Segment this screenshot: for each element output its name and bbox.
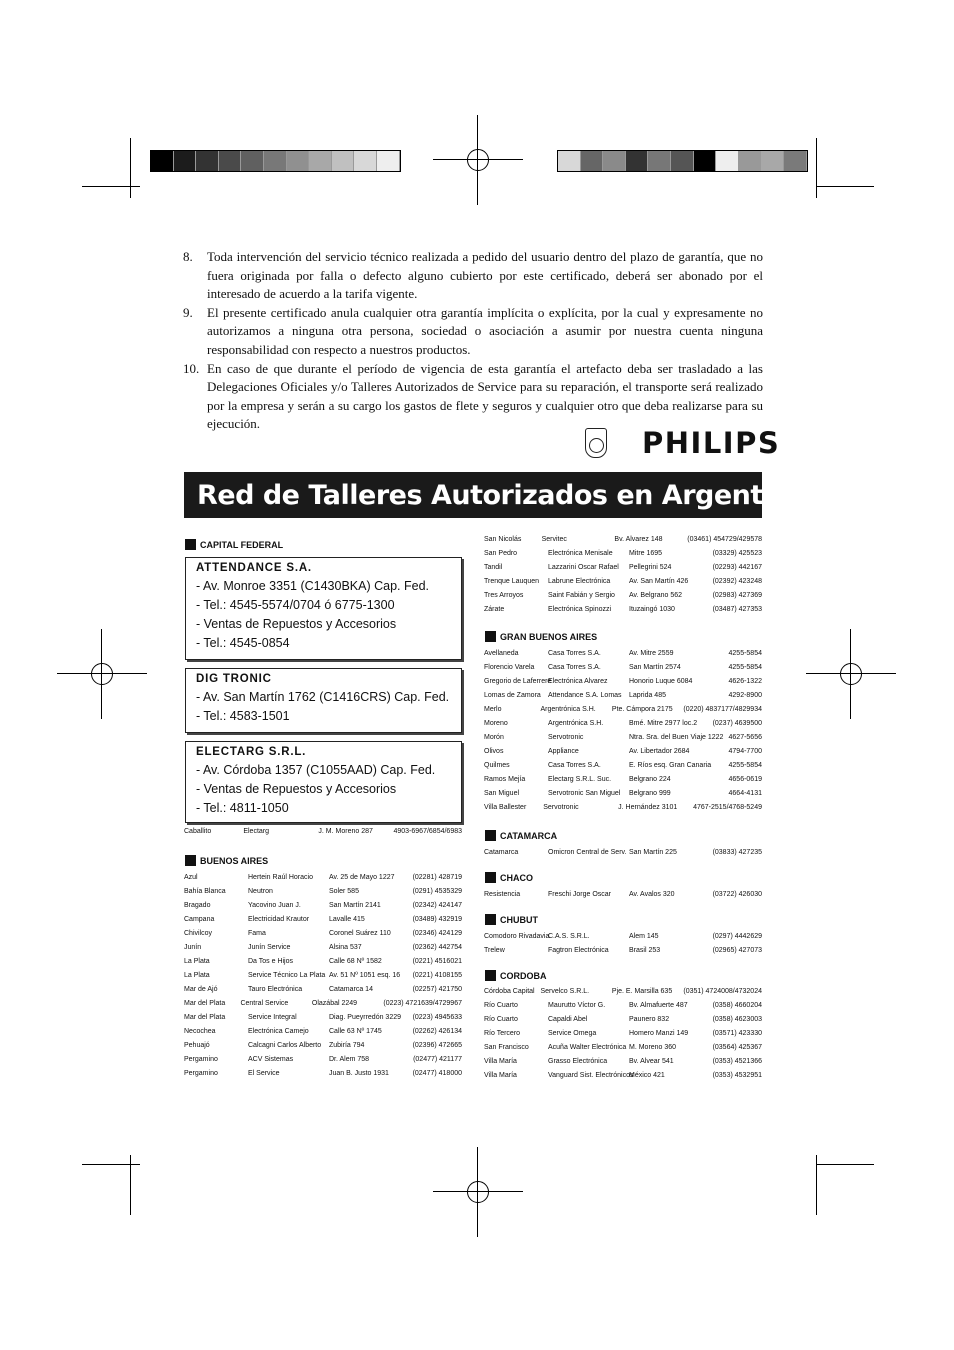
city-cell: Ramos Mejía: [484, 776, 526, 783]
address-cell: J. M. Moreno 287: [318, 828, 373, 835]
table-row: [484, 787, 762, 801]
city-cell: Avellaneda: [484, 650, 519, 657]
address-cell: Calle 68 Nº 1582: [329, 958, 382, 965]
address-cell: Bv. Alvarez 148: [614, 536, 663, 543]
address-cell: Laprida 485: [629, 692, 666, 699]
grayscale-bar-right: [557, 150, 808, 172]
phone-cell: (03571) 423330: [712, 1030, 762, 1037]
phone-cell: (0358) 4623003: [712, 1016, 762, 1023]
workshop-cell: Freschi Jorge Oscar: [548, 891, 612, 898]
city-cell: Tres Arroyos: [484, 592, 524, 599]
address-cell: San Martín 225: [629, 849, 677, 856]
city-cell: Campana: [184, 916, 215, 923]
workshop-cell: Electricidad Krautor: [248, 916, 310, 923]
workshop-cell: Central Service: [240, 1000, 289, 1007]
address-cell: Zubiría 794: [329, 1042, 365, 1049]
phone-cell: 4292-8900: [728, 692, 762, 699]
table-row: [184, 885, 462, 899]
address-cell: Av. Avalos 320: [629, 891, 675, 898]
city-cell: Lomas de Zamora: [484, 692, 541, 699]
section-heading: [185, 855, 268, 866]
phone-cell: (0221) 4516021: [412, 958, 462, 965]
table-row: [484, 745, 762, 759]
city-cell: San Nicolás: [484, 536, 522, 543]
phone-cell: (03722) 426030: [712, 891, 762, 898]
city-cell: Mar del Plata: [184, 1014, 226, 1021]
workshop-table: [484, 888, 762, 902]
workshop-detail: - Av. San Martín 1762 (C1416CRS) Cap. Fed.: [196, 690, 450, 704]
address-cell: Lavalle 415: [329, 916, 365, 923]
address-cell: Dr. Alem 758: [329, 1056, 370, 1063]
address-cell: México 421: [629, 1072, 665, 1079]
address-cell: Bmé. Mitre 2977 loc.2: [629, 720, 698, 727]
term-item: [183, 304, 763, 360]
city-cell: Mar de Ajó: [184, 986, 218, 993]
city-cell: Bahía Blanca: [184, 888, 226, 895]
crop-mark: [816, 186, 874, 187]
phone-cell: (0358) 4660204: [712, 1002, 762, 1009]
phone-cell: (0353) 4521366: [712, 1058, 762, 1065]
workshop-cell: ACV Sistemas: [248, 1056, 294, 1063]
phone-cell: (02983) 427369: [712, 592, 762, 599]
workshop-cell: Casa Torres S.A.: [548, 762, 601, 769]
bullet-square-icon: [185, 539, 196, 550]
crop-mark: [816, 138, 817, 198]
address-cell: Honorio Luque 6084: [629, 678, 693, 685]
workshop-cell: Attendance S.A. Lomas: [548, 692, 622, 699]
workshop-box: [185, 557, 462, 660]
phone-cell: (0237) 4639500: [712, 720, 762, 727]
workshop-cell: Acuña Walter Electrónica: [548, 1044, 627, 1051]
workshop-detail: - Av. Monroe 3351 (C1430BKA) Cap. Fed.: [196, 579, 429, 593]
workshop-cell: Servotronic San Miguel: [548, 790, 621, 797]
address-cell: Bv. Almafuerte 487: [629, 1002, 688, 1009]
table-row: [184, 1011, 462, 1025]
workshop-detail: - Tel.: 4583-1501: [196, 709, 290, 723]
workshop-cell: Tauro Electrónica: [248, 986, 303, 993]
phone-cell: 4255-5854: [728, 664, 762, 671]
bullet-square-icon: [485, 631, 496, 642]
grayscale-bar-left: [150, 150, 401, 172]
section-heading-label: BUENOS AIRES: [200, 855, 269, 866]
city-cell: Villa Ballester: [484, 804, 527, 811]
city-cell: Trelew: [484, 947, 505, 954]
workshop-cell: Appliance: [548, 748, 579, 755]
workshop-detail: - Av. Córdoba 1357 (C1055AAD) Cap. Fed.: [196, 763, 436, 777]
table-row: [184, 955, 462, 969]
city-cell: Azul: [184, 874, 198, 881]
workshop-table: [484, 929, 762, 957]
phone-cell: (03461) 454729/429578: [687, 536, 763, 543]
table-row: [484, 1041, 762, 1055]
phone-cell: (0353) 4532951: [712, 1072, 762, 1079]
city-cell: Córdoba Capital: [484, 988, 535, 995]
phone-cell: (03329) 425523: [712, 550, 762, 557]
term-item: [183, 248, 763, 304]
table-row: [484, 731, 762, 745]
workshop-cell: Servitec: [541, 536, 567, 543]
city-cell: Olivos: [484, 748, 504, 755]
table-row: [484, 985, 762, 999]
section-heading-label: CAPITAL FEDERAL: [200, 539, 284, 550]
address-cell: Av. Belgrano 562: [629, 592, 683, 599]
workshop-box: [185, 668, 462, 733]
workshop-cell: El Service: [248, 1070, 280, 1077]
city-cell: Río Cuarto: [484, 1016, 518, 1023]
address-cell: Av. 51 Nº 1051 esq. 16: [329, 972, 401, 979]
table-row: [184, 941, 462, 955]
city-cell: Merlo: [484, 706, 502, 713]
term-number: 8.: [183, 249, 193, 264]
city-cell: Zárate: [484, 606, 505, 613]
address-cell: E. Ríos esq. Gran Canaria: [629, 762, 712, 769]
workshop-cell: Servelco S.R.L.: [540, 988, 590, 995]
section-heading: [185, 539, 283, 550]
city-cell: Pergamino: [184, 1070, 218, 1077]
workshop-table: [184, 825, 462, 839]
workshop-cell: Saint Fabián y Sergio: [548, 592, 615, 599]
city-cell: Trenque Lauquen: [484, 578, 540, 585]
table-row: [184, 1067, 462, 1081]
section-heading: [485, 631, 597, 642]
table-row: [484, 533, 762, 547]
address-cell: Av. San Martín 426: [629, 578, 689, 585]
address-cell: J. Hernández 3101: [618, 804, 678, 811]
bullet-square-icon: [485, 970, 496, 981]
warranty-terms: [183, 248, 763, 434]
address-cell: Belgrano 999: [629, 790, 671, 797]
address-cell: Av. 25 de Mayo 1227: [329, 874, 395, 881]
table-row: [484, 703, 762, 717]
phone-cell: (02262) 426134: [412, 1028, 462, 1035]
workshop-table: [484, 846, 762, 860]
registration-mark-right: [806, 629, 896, 719]
crop-mark: [130, 138, 131, 198]
city-cell: Quilmes: [484, 762, 510, 769]
term-text: En caso de que durante el período de vigencia de esta garantía el artefacto deba ser trasladado a las Delegaciones Oficiales y/o Talleres Autorizados de Service para su reparación, el transporte será realizado por la empresa y serán a su cargo los gastos de flete y seguros y cualquier otro que deba realizarse para su ejecución.: [207, 360, 763, 432]
city-cell: Bragado: [184, 902, 211, 909]
city-cell: Necochea: [184, 1028, 216, 1035]
workshop-cell: Service Omega: [548, 1030, 597, 1037]
city-cell: Mar del Plata: [184, 1000, 226, 1007]
term-number: 10.: [183, 360, 200, 376]
workshop-cell: Electarg: [243, 828, 270, 835]
address-cell: Pte. Cámpora 2175: [611, 706, 673, 713]
section-heading: [485, 914, 538, 925]
term-text: El presente certificado anula cualquier otra garantía implícita o explícita, por la cual y expresamente no autorizamos a ninguna otra persona, sociedad o asociación a asumir por nuestra cuenta ninguna responsabilidad con respecto a nuestros productos.: [207, 304, 763, 357]
table-row: [184, 913, 462, 927]
address-cell: Ntra. Sra. del Buen Viaje 1222: [629, 734, 724, 741]
address-cell: Mitre 1695: [629, 550, 663, 557]
table-row: [484, 575, 762, 589]
table-row: [484, 929, 762, 943]
workshop-detail: - Ventas de Repuestos y Accesorios: [196, 617, 397, 631]
workshop-cell: Neutron: [248, 888, 273, 895]
workshop-name: ATTENDANCE S.A.: [196, 562, 312, 574]
phone-cell: (02293) 442167: [712, 564, 762, 571]
workshop-cell: Casa Torres S.A.: [548, 664, 601, 671]
address-cell: Olazábal 2249: [311, 1000, 358, 1007]
phone-cell: (0221) 4108155: [412, 972, 462, 979]
phone-cell: 4627-5656: [728, 734, 762, 741]
table-row: [184, 1053, 462, 1067]
workshop-table: [184, 871, 462, 1081]
phone-cell: 4626-1322: [728, 678, 762, 685]
workshop-cell: Junín Service: [248, 944, 291, 951]
section-heading: [485, 970, 547, 981]
table-row: [484, 1027, 762, 1041]
city-cell: Villa María: [484, 1072, 517, 1079]
bullet-square-icon: [485, 830, 496, 841]
workshop-name: ELECTARG S.R.L.: [196, 746, 307, 758]
table-row: [484, 661, 762, 675]
section-heading-label: GRAN BUENOS AIRES: [500, 631, 598, 642]
workshop-cell: Capaldi Abel: [548, 1016, 588, 1023]
phone-cell: (03487) 427353: [712, 606, 762, 613]
workshop-cell: Calcagni Carlos Alberto: [248, 1042, 322, 1049]
workshop-cell: Hertein Raúl Horacio: [248, 874, 313, 881]
phone-cell: (03564) 425367: [712, 1044, 762, 1051]
city-cell: Florencio Varela: [484, 664, 535, 671]
table-row: [184, 899, 462, 913]
workshop-cell: Service Integral: [248, 1014, 297, 1021]
address-cell: Brasil 253: [629, 947, 661, 954]
address-cell: Av. Mitre 2559: [629, 650, 674, 657]
city-cell: Villa María: [484, 1058, 517, 1065]
workshop-detail: - Tel.: 4545-5574/0704 ó 6775-1300: [196, 598, 395, 612]
workshop-cell: Argentrónica S.H.: [548, 720, 604, 727]
workshop-cell: Electrónica Alvarez: [548, 678, 608, 685]
city-cell: Gregorio de Laferrere: [484, 678, 552, 685]
workshop-cell: Service Técnico La Plata: [248, 972, 326, 979]
section-heading-label: CATAMARCA: [500, 830, 558, 841]
table-row: [184, 1025, 462, 1039]
table-row: [484, 801, 762, 815]
term-number: 9.: [183, 304, 193, 320]
address-cell: Pellegrini 524: [629, 564, 672, 571]
phone-cell: (0351) 4724008/4732024: [683, 988, 762, 995]
address-cell: M. Moreno 360: [629, 1044, 677, 1051]
workshop-table: [484, 533, 762, 617]
workshop-cell: Vanguard Sist. Electrónicos: [548, 1072, 634, 1079]
address-cell: Pje. E. Marsilla 635: [611, 988, 673, 995]
workshop-cell: Casa Torres S.A.: [548, 650, 601, 657]
bullet-square-icon: [485, 914, 496, 925]
workshop-cell: Servotronic: [543, 804, 579, 811]
address-cell: San Martín 2574: [629, 664, 681, 671]
city-cell: Moreno: [484, 720, 508, 727]
workshop-cell: Grasso Electrónica: [548, 1058, 608, 1065]
phone-cell: 4255-5854: [728, 762, 762, 769]
city-cell: San Miguel: [484, 790, 520, 797]
table-row: [484, 689, 762, 703]
workshop-cell: Maurutto Víctor G.: [548, 1002, 606, 1009]
workshop-cell: Yacovino Juan J.: [248, 902, 301, 909]
workshop-box: [185, 741, 462, 823]
workshop-cell: Servotronic: [548, 734, 584, 741]
table-row: [484, 717, 762, 731]
table-row: [184, 969, 462, 983]
phone-cell: (02477) 421177: [413, 1056, 462, 1063]
phone-cell: (02396) 472665: [412, 1042, 462, 1049]
workshop-cell: Fama: [248, 930, 266, 937]
crop-mark: [816, 1164, 874, 1165]
city-cell: Morón: [484, 734, 504, 741]
crop-mark: [82, 186, 140, 187]
phone-cell: (03489) 432919: [412, 916, 462, 923]
section-heading-label: CHACO: [500, 872, 533, 883]
philips-shield-icon: [585, 428, 607, 458]
city-cell: Comodoro Rivadavia: [484, 933, 550, 940]
workshop-cell: C.A.S. S.R.L.: [548, 933, 590, 940]
registration-mark-bottom: [433, 1147, 523, 1237]
phone-cell: (02362) 442754: [412, 944, 462, 951]
table-row: [484, 603, 762, 617]
city-cell: Pergamino: [184, 1056, 218, 1063]
phone-cell: 4664-4131: [728, 790, 762, 797]
registration-mark-top: [433, 115, 523, 205]
term-text: Toda intervención del servicio técnico realizada a pedido del usuario dentro del plazo de garantía, que no fuera originada por falla o defecto alguno cubierto por este certificado, deberá ser abonado por el interesado de acuerdo a la tarifa vigente.: [207, 249, 763, 302]
address-cell: Ituzaingó 1030: [629, 606, 675, 613]
table-row: [484, 1055, 762, 1069]
phone-cell: (02342) 424147: [412, 902, 462, 909]
workshop-cell: Fagtron Electrónica: [548, 947, 609, 954]
crop-mark: [82, 1164, 140, 1165]
address-cell: Homero Manzi 149: [629, 1030, 689, 1037]
section-heading-label: CORDOBA: [500, 970, 547, 981]
table-row: [484, 1013, 762, 1027]
workshop-cell: Omicron Central de Serv.: [548, 849, 627, 856]
workshop-detail: - Tel.: 4545-0854: [196, 636, 290, 650]
table-row: [484, 759, 762, 773]
workshop-table: [484, 985, 762, 1083]
table-row: [484, 943, 762, 957]
table-row: [484, 846, 762, 860]
workshop-cell: Electrónica Spinozzi: [548, 606, 612, 613]
city-cell: Caballito: [184, 828, 212, 835]
bullet-square-icon: [185, 855, 196, 866]
workshop-table: [484, 647, 762, 815]
address-cell: Alsina 537: [329, 944, 362, 951]
workshop-cell: Argentrónica S.H.: [540, 706, 596, 713]
address-cell: Coronel Suárez 110: [329, 930, 391, 937]
phone-cell: (0297) 4442629: [712, 933, 762, 940]
workshop-cell: Electrónica Menisale: [548, 550, 613, 557]
section-heading: [485, 872, 533, 883]
address-cell: Alem 145: [629, 933, 659, 940]
address-cell: Soler 585: [329, 888, 359, 895]
phone-cell: 4903-6967/6854/6983: [393, 828, 462, 835]
address-cell: Juan B. Justo 1931: [329, 1070, 389, 1077]
workshop-cell: Lazzarini Oscar Rafael: [548, 564, 619, 571]
table-row: [184, 871, 462, 885]
address-cell: Bv. Alvear 541: [629, 1058, 674, 1065]
table-row: [184, 825, 462, 839]
phone-cell: (02281) 428719: [412, 874, 462, 881]
city-cell: San Pedro: [484, 550, 518, 557]
city-cell: Pehuajó: [184, 1042, 210, 1049]
phone-cell: (02392) 423248: [712, 578, 762, 585]
workshop-name: DIG TRONIC: [196, 673, 272, 685]
table-row: [184, 983, 462, 997]
phone-cell: (0223) 4721639/4729967: [383, 1000, 462, 1007]
address-cell: Diag. Pueyrredón 3229: [329, 1014, 401, 1021]
phone-cell: (0291) 4535329: [412, 888, 462, 895]
workshop-detail: - Ventas de Repuestos y Accesorios: [196, 782, 397, 796]
table-row: [184, 1039, 462, 1053]
workshop-cell: Electrónica Camejo: [248, 1028, 309, 1035]
workshop-cell: Electarg S.R.L. Suc.: [548, 776, 612, 783]
table-row: [184, 927, 462, 941]
term-item: [183, 360, 763, 434]
workshop-cell: Da Tos e Hijos: [248, 958, 294, 965]
registration-mark-left: [57, 629, 147, 719]
phone-cell: (02477) 418000: [412, 1070, 462, 1077]
table-row: [484, 561, 762, 575]
table-row: [484, 1069, 762, 1083]
table-row: [484, 547, 762, 561]
table-row: [484, 888, 762, 902]
section-heading-label: CHUBUT: [500, 914, 538, 925]
city-cell: Chivilcoy: [184, 930, 213, 937]
phone-cell: 4794-7700: [728, 748, 762, 755]
phone-cell: (0220) 4837177/4829934: [683, 706, 762, 713]
city-cell: Catamarca: [484, 849, 519, 856]
phone-cell: (02965) 427073: [712, 947, 762, 954]
phone-cell: (02257) 421750: [412, 986, 462, 993]
address-cell: Catamarca 14: [329, 986, 373, 993]
city-cell: Junín: [184, 944, 202, 951]
table-row: [484, 773, 762, 787]
city-cell: Tandil: [484, 564, 503, 571]
phone-cell: (02346) 424129: [412, 930, 462, 937]
table-row: [484, 675, 762, 689]
city-cell: Río Tercero: [484, 1030, 521, 1037]
table-row: [184, 997, 462, 1011]
city-cell: Río Cuarto: [484, 1002, 518, 1009]
table-row: [484, 647, 762, 661]
city-cell: San Francisco: [484, 1044, 529, 1051]
bullet-square-icon: [485, 872, 496, 883]
section-heading: [485, 830, 557, 841]
workshop-cell: Labrune Electrónica: [548, 578, 611, 585]
table-row: [484, 589, 762, 603]
address-cell: San Martín 2141: [329, 902, 381, 909]
phone-cell: 4767-2515/4768-5249: [693, 804, 762, 811]
address-cell: Paunero 832: [629, 1016, 670, 1023]
city-cell: La Plata: [184, 958, 210, 965]
address-cell: Belgrano 224: [629, 776, 671, 783]
phone-cell: (0223) 4945633: [412, 1014, 462, 1021]
phone-cell: (03833) 427235: [712, 849, 762, 856]
page-title-banner: Red de Talleres Autorizados en Argentina: [184, 472, 762, 518]
city-cell: Resistencia: [484, 891, 521, 898]
workshop-detail: - Tel.: 4811-1050: [196, 801, 289, 815]
table-row: [484, 999, 762, 1013]
address-cell: Calle 63 Nº 1745: [329, 1028, 382, 1035]
phone-cell: 4255-5854: [728, 650, 762, 657]
address-cell: Av. Libertador 2684: [629, 748, 690, 755]
phone-cell: 4656-0619: [728, 776, 762, 783]
city-cell: La Plata: [184, 972, 210, 979]
brand-logo: PHILIPS: [642, 426, 781, 460]
